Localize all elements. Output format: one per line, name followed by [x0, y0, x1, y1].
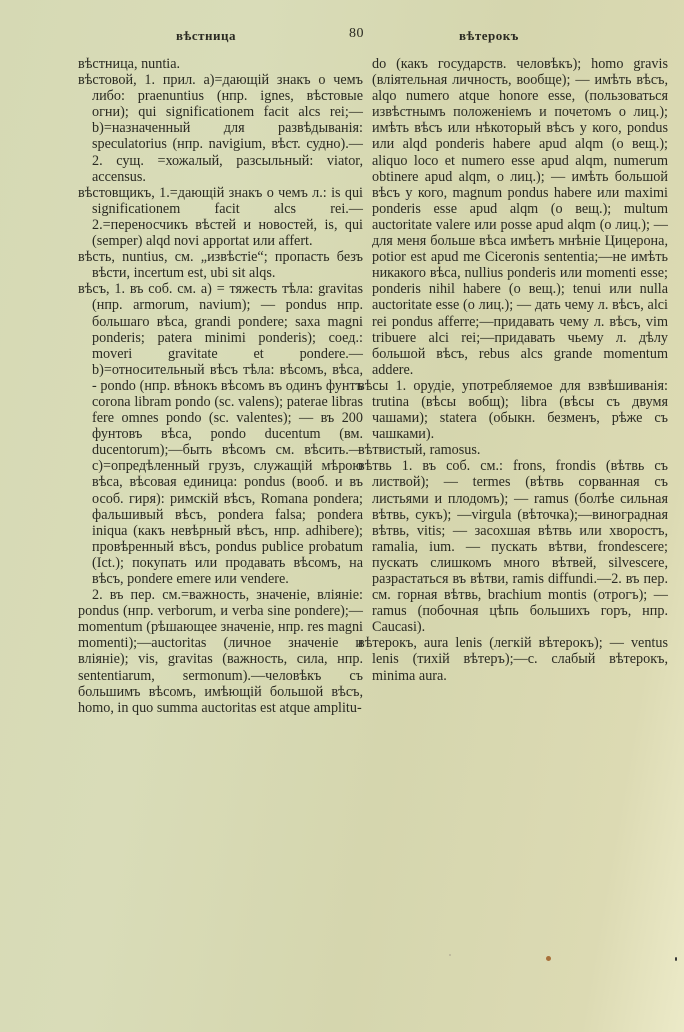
- page-number: 80: [349, 26, 364, 41]
- dictionary-entry: вѣсъ, 1. въ соб. см. а) = тяжесть тѣла: gravitas (нпр. armorum, navium); — pondus нпр. большаго вѣса, grandi pondere; saxa magni ponderis; patera minimi ponderis); соед.: moveri gravitate et pondere.—b)=относительный вѣсъ тѣла: вѣсомъ, вѣса, - pondo (нпр. вѣнокъ вѣсомъ въ одинъ фунтъ corona libram pondo (sc. valens); paterae libras fere omnes pondo (sc. valentes); — въ 200 фунтовъ вѣса, pondo ducentum (вм. ducentorum);—быть вѣсомъ см. вѣсить.—c)=опредѣленный грузъ, служащій мѣрою вѣса, вѣсовая единица: pondus (вооб. и въ особ. гиря): римскій вѣсъ, Romana pondera; фальшивый вѣсъ, pondera falsa; pondera iniqua (какъ невѣрный вѣсъ, нпр. adhibere); провѣренный вѣсъ, pondus publice probatum (Ict.); покупать или продавать вѣсомъ, на вѣсъ, pondere emere или vendere.: [78, 281, 363, 587]
- running-head: [0, 28, 684, 48]
- left-column: [78, 56, 363, 716]
- dictionary-entry: вѣсы 1. орудіе, употребляемое для взвѣшиванія: trutina (вѣсы вобщ); libra (вѣсы съ двумя чашами); statera (обыкн. безменъ, рѣже съ чашками).: [358, 377, 668, 443]
- running-head-first-word: вѣстница: [176, 28, 236, 43]
- paper-stain-spot: [546, 956, 551, 961]
- dictionary-entry: вѣстовщикъ, 1.=дающій знакъ о чемъ л.: is qui significationem facit alcs rei.—2.=переносчикъ вѣстей и новостей, is, qui (semper) alqd novi apportat или affert.: [78, 184, 363, 250]
- dictionary-entry: вѣстовой, 1. прил. а)=дающій знакъ о чемъ либо: praenuntius (нпр. ignes, вѣстовые огни); qui significationem facit alcs rei;—b)=назначенный для развѣдыванія: speculatorius (нпр. navigium, вѣст. судно).— 2. сущ. =хожалый, разсыльный: viator, accensus.: [78, 72, 363, 185]
- dictionary-subsense: 2. въ пер. см.=важность, значеніе, вліяніе: pondus (нпр. verborum, и verba sine pondere);—momentum (рѣшающее значеніе, нпр. res magni momenti);—auctoritas (личное значеніе и вліяніе); vis, gravitas (важность, сила, нпр. sententiarum, sermonum).—человѣкъ съ большимъ вѣсомъ, имѣющій большой вѣсъ, homo, in quo summa auctoritas est atque amplitu-: [78, 587, 363, 716]
- dictionary-entry: вѣсть, nuntius, см. „извѣстіе“; пропасть безъ вѣсти, incertum est, ubi sit alqs.: [78, 249, 363, 282]
- paper-stain-spot: [449, 954, 451, 956]
- dictionary-entry: вѣтвистый, ramosus.: [358, 442, 481, 459]
- paper-stain-spot: [675, 957, 677, 961]
- dictionary-entry: вѣтерокъ, aura lenis (легкій вѣтерокъ); — ventus lenis (тихій вѣтеръ);—с. слабый вѣтерокъ, minima aura.: [358, 635, 668, 684]
- dictionary-entry-continued: do (какъ государств. человѣкъ); homo gravis (вліятельная личность, вообще); — имѣть вѣсъ, alqo numero atque honore esse, (пользоваться извѣстнымъ положеніемъ и почетомъ о лиц.); имѣть вѣсъ или нѣкоторый вѣсъ у кого, pondus или alqd ponderis habere apud alqm (о вещ.); aliquo loco et numero esse apud alqm, numerum obtinere apud alqm, о лиц.); — имѣть большой вѣсъ у кого, magnum pondus habere или maximi ponderis esse apud alqm (о вещ.); multum auctoritate valere или posse apud alqm (о лиц.); — для меня больше вѣса имѣетъ мнѣніе Цицерона, potior est apud me Ciceronis sententia;—не имѣть никакого вѣса, nullius ponderis или momenti esse; ponderis nihil habere (о вещ.); tenui или nulla auctoritate esse (о лиц.); — дать чему л. вѣсъ, alci rei pondus afferre;—придавать чему л. вѣсъ, vim tribuere alci rei;—придавать чьему л. дѣлу большой вѣсъ, rebus alcs grande momentum addere.: [372, 56, 668, 378]
- running-head-last-word: вѣтерокъ: [459, 28, 519, 43]
- right-column: [358, 56, 668, 684]
- dictionary-entry: вѣстница, nuntia.: [78, 56, 181, 72]
- dictionary-entry: вѣтвь 1. въ соб. см.: frons, frondis (вѣтвь съ листвой); — termes (вѣтвь сорванная съ листьями и плодомъ); — ramus (болѣе сильная вѣтвь, сукъ); —virgula (вѣточка);—виноградная вѣтвь, vitis; — засохшая вѣтвь или хворостъ, ramalia, ium. — пускать вѣтви, frondescere; пускать слишкомъ много вѣтвей, silvescere, разрастаться въ вѣтви, ramis diffundi.—2. въ пер. см. горная вѣтвь, brachium montis (отрогъ); — ramus (побочная цѣпь большихъ горъ, нпр. Caucasi).: [358, 458, 668, 636]
